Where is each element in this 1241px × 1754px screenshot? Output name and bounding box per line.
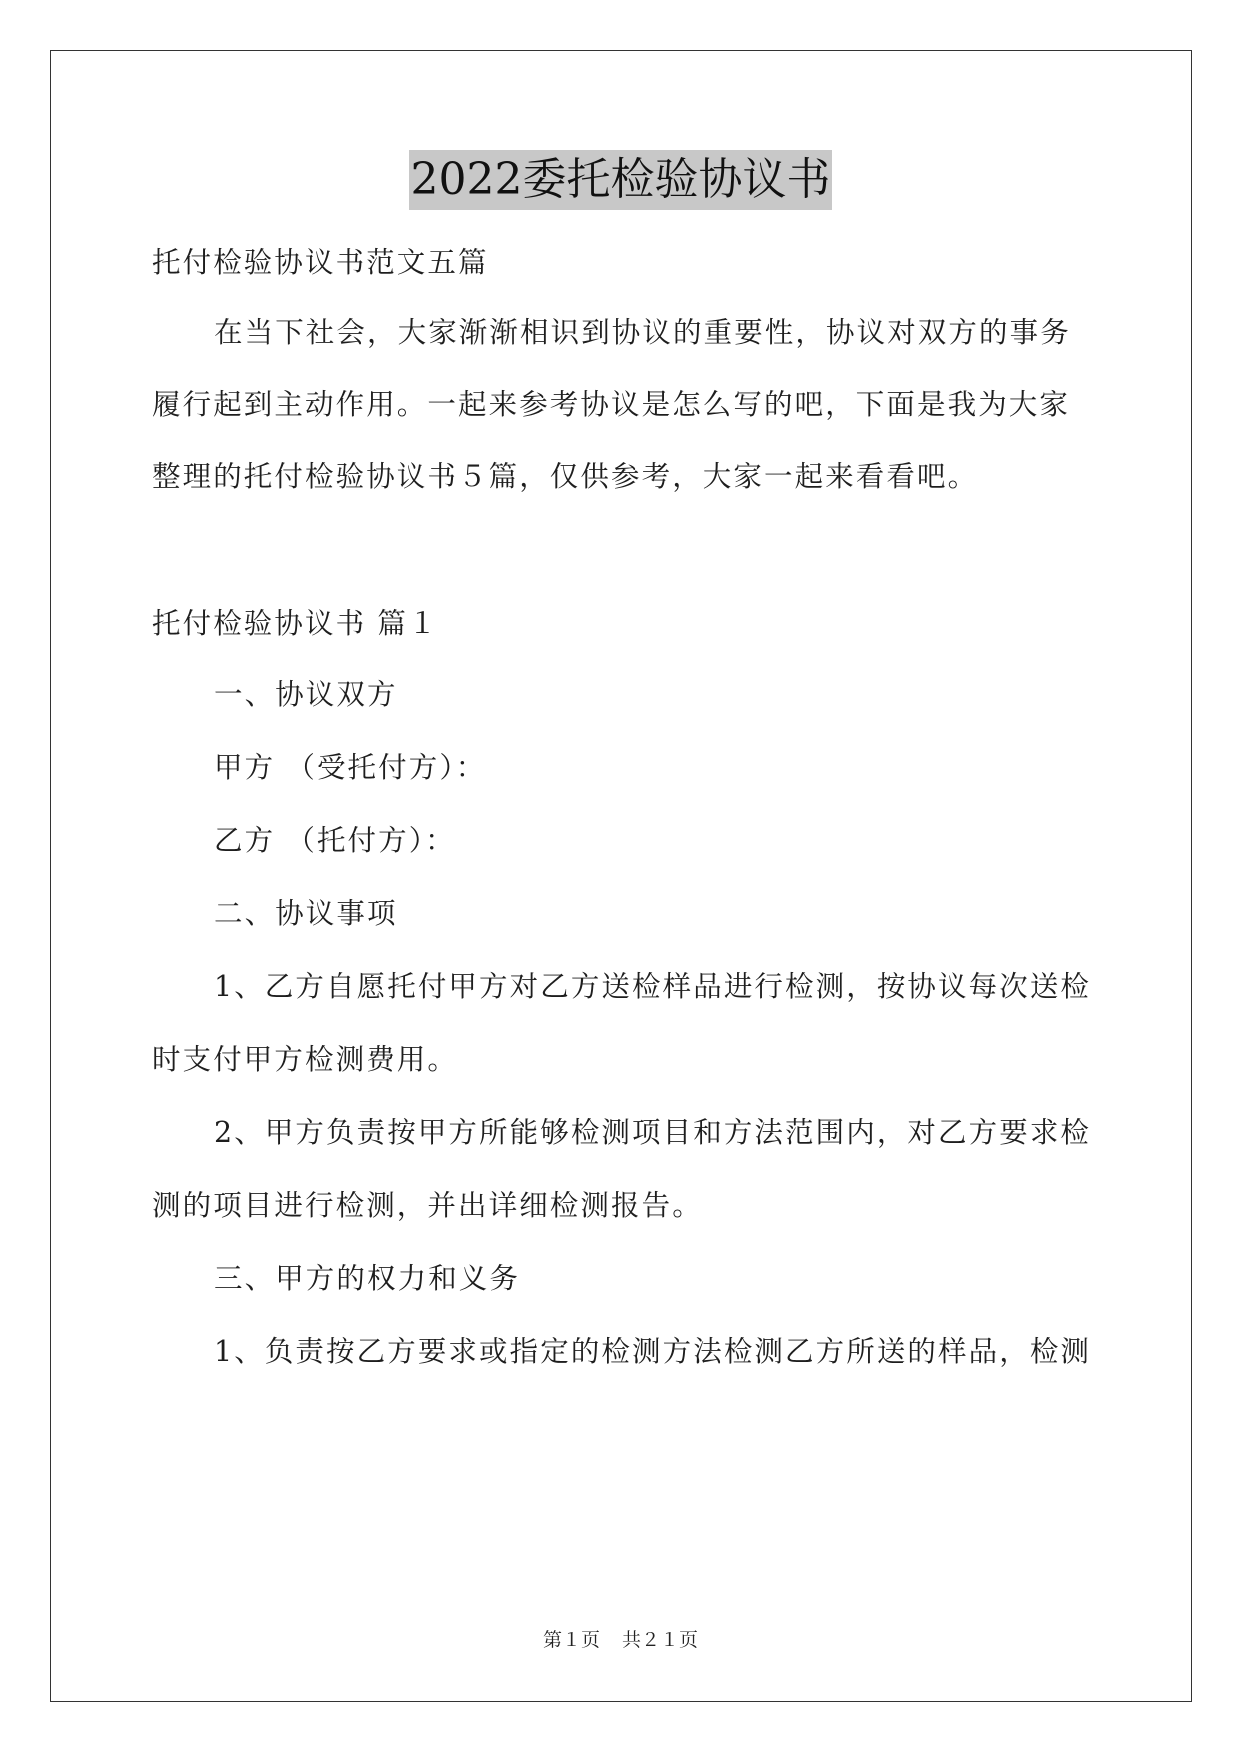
clause-heading-matters: 二、协议事项 xyxy=(214,897,398,930)
clause-text: 时支付甲方检测费用。 xyxy=(152,1043,459,1076)
intro-line-3: 整理的托付检验协议书５篇，仅供参考，大家一起来看看吧。 xyxy=(152,460,979,493)
document-subtitle: 托付检验协议书范文五篇 xyxy=(152,246,489,279)
section-heading: 托付检验协议书 篇１ xyxy=(152,607,439,640)
document-title: 2022委托检验协议书 xyxy=(409,150,833,210)
clause-text: 2、甲方负责按甲方所能够检测项目和方法范围内，对乙方要求检 xyxy=(214,1116,1092,1149)
page-footer xyxy=(0,1628,1241,1652)
intro-line-1: 在当下社会，大家渐渐相识到协议的重要性，协议对双方的事务 xyxy=(214,316,1071,349)
clause-text: 1、乙方自愿托付甲方对乙方送检样品进行检测，按协议每次送检 xyxy=(214,970,1092,1003)
intro-line-2: 履行起到主动作用。一起来参考协议是怎么写的吧，下面是我为大家 xyxy=(152,388,1071,421)
clause-heading-parties: 一、协议双方 xyxy=(214,678,398,711)
clause-text: 1、负责按乙方要求或指定的检测方法检测乙方所送的样品，检测 xyxy=(214,1335,1092,1368)
party-b-line: 乙方 （托付方）： xyxy=(214,824,456,857)
clause-text: 测的项目进行检测，并出详细检测报告。 xyxy=(152,1189,703,1222)
party-a-line: 甲方 （受托付方）： xyxy=(214,751,487,784)
page-border xyxy=(50,50,1192,1702)
page-number: 第１页 xyxy=(542,1629,600,1651)
page-total: 共２１页 xyxy=(622,1629,699,1651)
clause-heading-rights: 三、甲方的权力和义务 xyxy=(214,1262,521,1295)
title-container xyxy=(0,150,1241,210)
